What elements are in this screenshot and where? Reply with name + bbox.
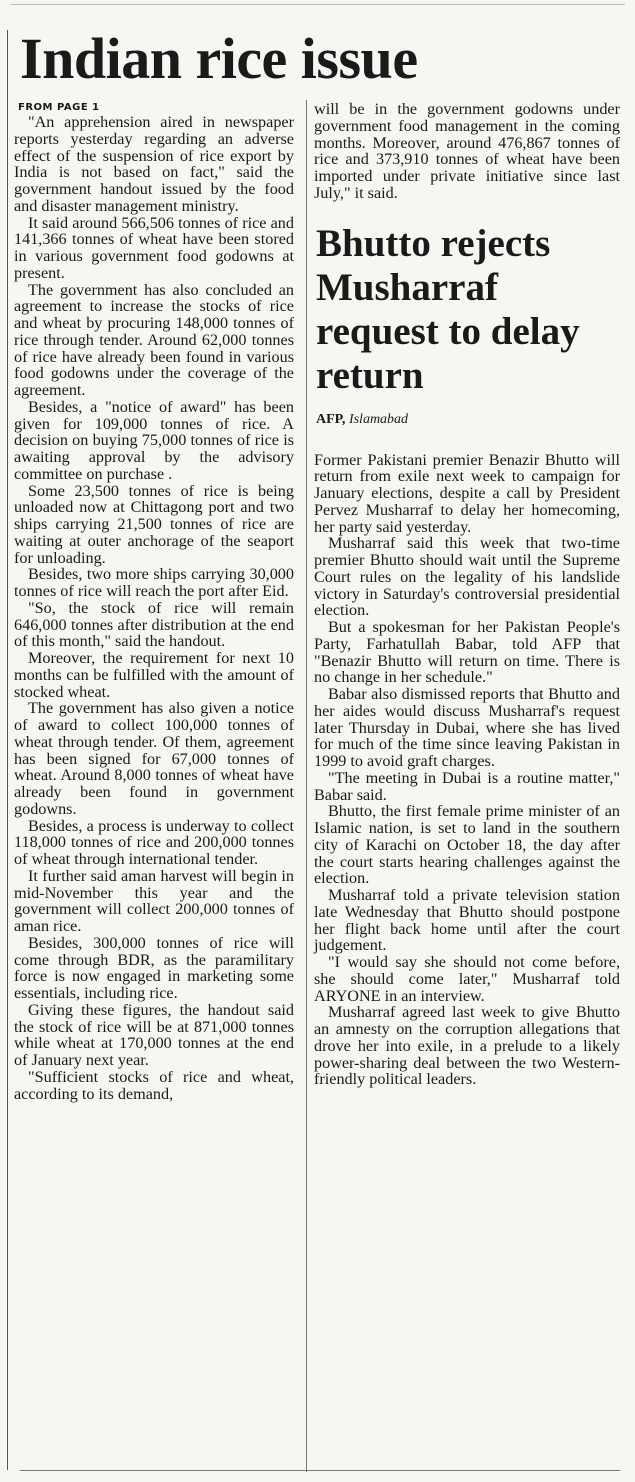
rice-paragraph: It said around 566,506 tonnes of rice and 141,366 tonnes of wheat have been stored in various government food godowns at present. — [14, 213, 294, 282]
byline-place: Islamabad — [348, 411, 409, 427]
rice-continued-paragraph: will be in the government godowns under government food management in the coming months. Moreover, around 476,867 tonnes of rice and 373,910 tonnes of wheat have been imported under private initiative since last July," it said. — [314, 100, 620, 202]
right-column — [314, 101, 620, 1088]
rice-paragraph: Besides, 300,000 tonnes of rice will come through BDR, as the paramilitary force is now engaged in marketing some essentials, including rice. — [14, 933, 294, 1002]
byline — [316, 412, 620, 428]
rice-paragraph: Moreover, the requirement for next 10 months can be fulfilled with the amount of stocked wheat. — [14, 649, 294, 701]
rice-paragraph: The government has also concluded an agreement to increase the stocks of rice and wheat by procuring 148,000 tonnes of rice through tender. Around 62,000 tonnes of rice have already been found in various food godowns under the coverage of the agreement. — [14, 280, 294, 399]
rice-story-body — [14, 114, 294, 1102]
bhutto-headline: Bhutto rejects Musharraf request to delay return — [316, 221, 580, 397]
byline-agency: AFP, — [316, 411, 346, 427]
top-rule — [10, 4, 625, 5]
bhutto-paragraph: But a spokesman for her Pakistan People's Party, Farhatullah Babar, told AFP that "Benazir Bhutto will return on time. There is no change in her schedule." — [314, 618, 620, 687]
rice-paragraph: "An apprehension aired in newspaper reports yesterday regarding an adverse effect of the suspension of rice export by India is not based on fact," said the government handout issued by the food and disaster management ministry. — [14, 113, 294, 215]
rice-paragraph: It further said aman harvest will begin in mid-November this year and the government will collect 200,000 tonnes of aman rice. — [14, 866, 294, 935]
bhutto-paragraph: Musharraf told a private television station late Wednesday that Bhutto should postpone her flight back home until after the court judgement. — [314, 886, 620, 955]
bhutto-paragraph: "The meeting in Dubai is a routine matter," Babar said. — [314, 768, 620, 804]
bhutto-paragraph: Babar also dismissed reports that Bhutto and her aides would discuss Musharraf's request later Thursday in Dubai, where she has lived for much of the time since leaving Pakistan in 1999 to avoid graft charges. — [314, 685, 620, 770]
rice-headline: Indian rice issue — [20, 26, 418, 91]
bhutto-paragraph: Musharraf said this week that two-time premier Bhutto should wait until the Supreme Court rules on the legality of his landslide victory in Saturday's controversial presidential election. — [314, 534, 620, 620]
bottom-rule — [20, 1470, 620, 1471]
bhutto-story-body — [314, 452, 620, 1089]
bhutto-paragraph: Former Pakistani premier Benazir Bhutto will return from exile next week to campaign for January elections, despite a call by President Pervez Musharraf to delay her homecoming, her party said yesterday. — [314, 450, 620, 536]
rice-paragraph: Besides, two more ships carrying 30,000 tonnes of rice will reach the port after Eid. — [14, 565, 294, 600]
rice-story-column — [14, 101, 294, 1102]
rice-paragraph: Besides, a process is underway to collect 118,000 tonnes of rice and 200,000 tonnes of wheat through international tender. — [14, 816, 294, 868]
rice-paragraph: The government has also given a notice of award to collect 100,000 tonnes of wheat through tender. Of them, agreement has been signed for 67,000 tonnes of wheat. Around 8,000 tonnes of wheat have already been found in government godowns. — [14, 699, 294, 818]
bhutto-paragraph: Musharraf agreed last week to give Bhutto an amnesty on the corruption allegations that drove her into exile, in a prelude to a likely power-sharing deal between the two Western-friendly political leaders. — [314, 1003, 620, 1089]
rice-paragraph: "So, the stock of rice will remain 646,000 tonnes after distribution at the end of this month," said the handout. — [14, 598, 294, 651]
rice-paragraph: Besides, a "notice of award" has been given for 109,000 tonnes of rice. A decision on buying 75,000 tonnes of rice is awaiting approval by the advisory committee on purchase . — [14, 397, 294, 483]
rice-paragraph: Some 23,500 tonnes of rice is being unloaded now at Chittagong port and two ships carrying 21,500 tonnes of rice are waiting at outer anchorage of the seaport for unloading. — [14, 481, 294, 567]
rice-paragraph: Giving these figures, the handout said the stock of rice will be at 871,000 tonnes while wheat at 170,000 tonnes at the end of January next year. — [14, 1000, 294, 1069]
bhutto-paragraph: "I would say she should not come before, she should come later," Musharraf told ARYONE in an interview. — [314, 953, 620, 1005]
column-divider — [306, 100, 307, 1472]
bhutto-paragraph: Bhutto, the first female prime minister of an Islamic nation, is set to land in the southern city of Karachi on October 18, the day after the court starts hearing challenges against the election. — [314, 802, 620, 888]
rice-story-continuation — [314, 101, 620, 202]
from-page-label: FROM PAGE 1 — [18, 102, 100, 113]
left-column-rule — [7, 30, 8, 1470]
rice-paragraph: "Sufficient stocks of rice and wheat, according to its demand, — [14, 1067, 294, 1103]
